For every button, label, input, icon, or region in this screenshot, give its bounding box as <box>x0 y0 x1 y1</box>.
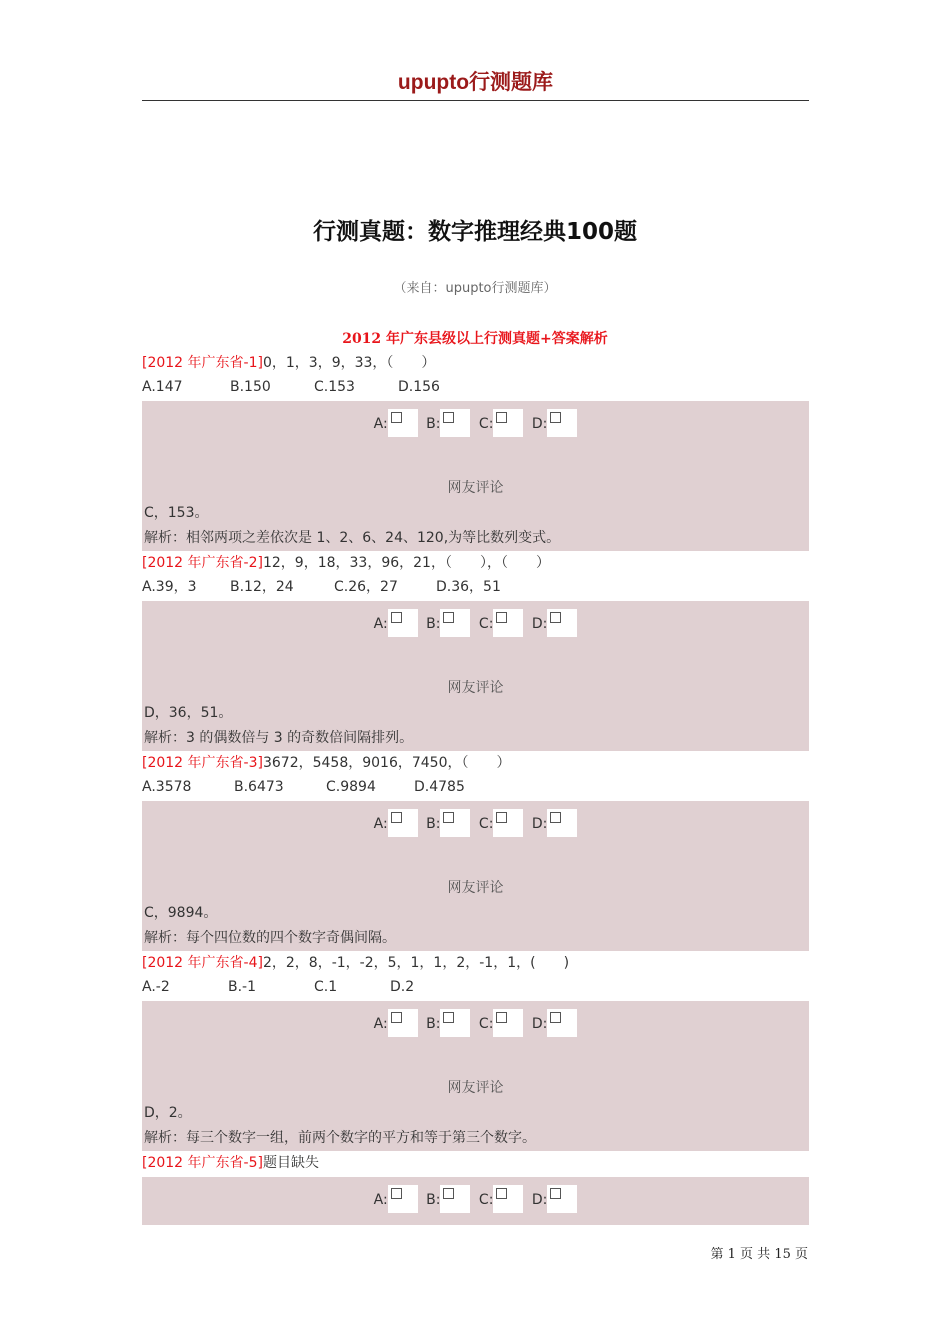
question-tag: [2012 年广东省-5] <box>142 1155 263 1171</box>
source-note: （来自：upupto行测题库） <box>393 281 557 296</box>
check-a[interactable] <box>374 1185 418 1215</box>
question-tag: [2012 年广东省-2] <box>142 555 263 571</box>
check-a[interactable] <box>374 409 418 439</box>
option-d: D.156 <box>398 379 440 395</box>
checkbox-icon[interactable] <box>493 1009 523 1037</box>
option-b: B.150 <box>230 379 271 395</box>
check-label: D: <box>531 616 548 632</box>
options-line <box>142 975 809 999</box>
options-line <box>142 575 809 599</box>
checkbox-icon[interactable] <box>440 1009 470 1037</box>
check-label: C: <box>478 816 494 832</box>
checkbox-icon[interactable] <box>440 409 470 437</box>
question-tag: [2012 年广东省-3] <box>142 755 263 771</box>
checkbox-icon[interactable] <box>440 1185 470 1213</box>
checkbox-icon[interactable] <box>388 809 418 837</box>
check-b[interactable] <box>426 609 470 639</box>
check-b[interactable] <box>426 1185 470 1215</box>
question-item <box>142 751 809 951</box>
check-b[interactable] <box>426 409 470 439</box>
question-tag: [2012 年广东省-1] <box>142 355 263 371</box>
answer-checkboxes <box>142 609 809 641</box>
option-c: C.153 <box>314 379 355 395</box>
check-c[interactable] <box>479 1185 524 1215</box>
checkbox-icon[interactable] <box>493 609 523 637</box>
check-label: B: <box>426 816 441 832</box>
question-line <box>142 1151 809 1175</box>
option-d: D.2 <box>390 979 415 995</box>
check-d[interactable] <box>532 409 578 439</box>
option-a: A.-2 <box>142 979 170 995</box>
check-label: B: <box>426 1016 441 1032</box>
check-label: A: <box>373 1192 388 1208</box>
check-a[interactable] <box>374 809 418 839</box>
check-label: C: <box>478 1016 494 1032</box>
option-c: C.9894 <box>326 779 376 795</box>
check-label: A: <box>373 816 388 832</box>
check-label: A: <box>373 616 388 632</box>
page-header <box>142 68 809 101</box>
option-a: A.39，3 <box>142 579 197 595</box>
question-list <box>142 351 809 1225</box>
checkbox-icon[interactable] <box>547 409 577 437</box>
brand-title: upupto行测题库 <box>397 71 554 94</box>
check-label: A: <box>373 1016 388 1032</box>
check-label: B: <box>426 1192 441 1208</box>
analysis-text: 解析：相邻两项之差依次是 1、2、6、24、120,为等比数列变式。 <box>144 530 561 546</box>
answer-checkboxes <box>142 409 809 441</box>
checkbox-icon[interactable] <box>388 409 418 437</box>
question-item <box>142 951 809 1151</box>
section-title: 2012 年广东县级以上行测真题+答案解析 <box>342 331 608 347</box>
comment-link[interactable]: 网友评论 <box>447 480 504 496</box>
checkbox-icon[interactable] <box>493 409 523 437</box>
question-line <box>142 551 809 575</box>
document-title: 行测真题：数字推理经典100题 <box>312 219 637 245</box>
checkbox-icon[interactable] <box>440 609 470 637</box>
answer-checkboxes <box>142 809 809 841</box>
check-label: C: <box>478 1192 494 1208</box>
answer-text: C，9894。 <box>144 905 218 921</box>
check-c[interactable] <box>479 1009 524 1039</box>
checkbox-icon[interactable] <box>547 809 577 837</box>
check-a[interactable] <box>374 1009 418 1039</box>
answer-text: D，36，51。 <box>144 705 233 721</box>
checkbox-icon[interactable] <box>547 1185 577 1213</box>
answer-panel <box>142 401 809 551</box>
checkbox-icon[interactable] <box>493 809 523 837</box>
question-item <box>142 551 809 751</box>
question-tag: [2012 年广东省-4] <box>142 955 263 971</box>
check-a[interactable] <box>374 609 418 639</box>
question-line <box>142 951 809 975</box>
answer-panel <box>142 601 809 751</box>
checkbox-icon[interactable] <box>547 1009 577 1037</box>
answer-panel <box>142 1177 809 1225</box>
check-d[interactable] <box>532 1185 578 1215</box>
answer-checkboxes <box>142 1009 809 1041</box>
question-item <box>142 351 809 551</box>
option-d: D.4785 <box>414 779 465 795</box>
check-label: D: <box>531 416 548 432</box>
answer-text: D，2。 <box>144 1105 192 1121</box>
comment-link[interactable]: 网友评论 <box>447 1080 504 1096</box>
check-label: D: <box>531 816 548 832</box>
option-b: B.12，24 <box>230 579 294 595</box>
answer-checkboxes <box>142 1185 809 1217</box>
answer-panel <box>142 801 809 951</box>
question-line <box>142 751 809 775</box>
check-d[interactable] <box>532 809 578 839</box>
checkbox-icon[interactable] <box>388 1185 418 1213</box>
analysis-text: 解析：每三个数字一组，前两个数字的平方和等于第三个数字。 <box>144 1130 536 1146</box>
question-text: 题目缺失 <box>262 1155 319 1171</box>
check-label: C: <box>478 616 494 632</box>
option-a: A.147 <box>142 379 183 395</box>
options-line <box>142 775 809 799</box>
options-line <box>142 375 809 399</box>
check-label: B: <box>426 416 441 432</box>
question-text: 3672，5458，9016，7450，（ ） <box>262 755 511 771</box>
answer-text: C，153。 <box>144 505 209 521</box>
check-label: C: <box>478 416 494 432</box>
option-b: B.-1 <box>228 979 257 995</box>
check-label: A: <box>373 416 388 432</box>
check-c[interactable] <box>479 409 524 439</box>
check-label: D: <box>531 1016 548 1032</box>
check-b[interactable] <box>426 809 470 839</box>
page-number: 第 1 页 共 15 页 <box>710 1247 808 1262</box>
check-label: B: <box>426 616 441 632</box>
analysis-text: 解析：3 的偶数倍与 3 的奇数倍间隔排列。 <box>144 730 414 746</box>
check-c[interactable] <box>479 609 524 639</box>
answer-panel <box>142 1001 809 1151</box>
comment-link[interactable]: 网友评论 <box>447 880 504 896</box>
option-a: A.3578 <box>142 779 192 795</box>
check-d[interactable] <box>532 609 578 639</box>
checkbox-icon[interactable] <box>388 1009 418 1037</box>
question-text: 0，1，3，9，33，（ ） <box>262 355 436 371</box>
option-b: B.6473 <box>234 779 284 795</box>
check-d[interactable] <box>532 1009 578 1039</box>
question-item <box>142 1151 809 1225</box>
analysis-text: 解析：每个四位数的四个数字奇偶间隔。 <box>144 930 396 946</box>
check-label: D: <box>531 1192 548 1208</box>
check-c[interactable] <box>479 809 524 839</box>
question-text: 2，2，8，-1，-2，5，1，1，2，-1，1，( ) <box>262 955 570 971</box>
option-d: D.36，51 <box>436 579 501 595</box>
question-line <box>142 351 809 375</box>
checkbox-icon[interactable] <box>547 609 577 637</box>
option-c: C.26，27 <box>334 579 398 595</box>
checkbox-icon[interactable] <box>388 609 418 637</box>
question-text: 12，9，18，33，96，21，（ ），（ ） <box>262 555 550 571</box>
checkbox-icon[interactable] <box>440 809 470 837</box>
check-b[interactable] <box>426 1009 470 1039</box>
comment-link[interactable]: 网友评论 <box>447 680 504 696</box>
checkbox-icon[interactable] <box>493 1185 523 1213</box>
option-c: C.1 <box>314 979 338 995</box>
